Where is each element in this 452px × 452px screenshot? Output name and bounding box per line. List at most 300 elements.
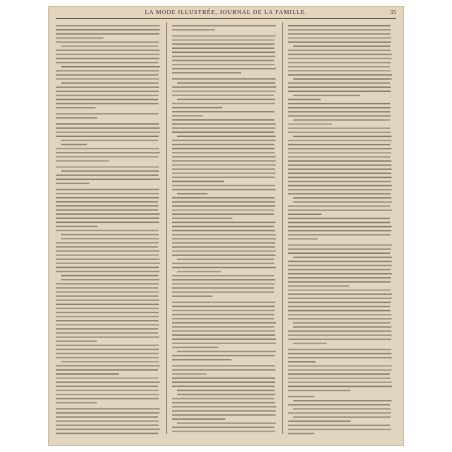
text-line xyxy=(56,25,160,26)
text-line xyxy=(288,111,391,112)
text-line xyxy=(172,369,276,370)
text-line xyxy=(56,377,158,378)
text-line xyxy=(56,222,159,223)
text-line xyxy=(61,66,160,67)
text-line xyxy=(177,351,276,352)
text-line xyxy=(56,429,160,430)
text-line xyxy=(172,406,276,407)
text-line xyxy=(172,214,274,215)
text-line xyxy=(288,193,391,194)
text-line xyxy=(172,226,274,227)
text-line xyxy=(56,295,159,296)
text-line xyxy=(288,253,390,254)
text-line xyxy=(288,226,392,227)
text-line xyxy=(56,242,159,243)
text-line xyxy=(172,255,276,256)
text-line xyxy=(288,222,390,223)
text-line xyxy=(56,425,159,426)
text-line xyxy=(56,345,159,346)
text-line xyxy=(56,201,158,202)
text-line xyxy=(288,244,392,245)
text-line xyxy=(56,148,159,149)
text-line xyxy=(172,326,274,327)
text-line xyxy=(288,433,314,434)
text-line xyxy=(56,226,98,227)
text-line xyxy=(288,281,391,282)
text-line xyxy=(172,414,276,415)
text-line xyxy=(288,349,391,350)
text-line xyxy=(56,160,109,161)
text-line xyxy=(288,99,321,100)
text-line xyxy=(56,103,159,104)
text-line xyxy=(56,287,158,288)
text-line xyxy=(293,201,392,202)
text-line xyxy=(288,140,392,141)
column-divider xyxy=(166,22,167,434)
text-line xyxy=(172,60,274,61)
text-line xyxy=(172,291,274,292)
text-line xyxy=(172,263,274,264)
text-lines-middle xyxy=(172,22,276,436)
text-line xyxy=(61,144,87,145)
header-rule xyxy=(56,18,396,19)
text-line xyxy=(288,421,351,422)
text-line xyxy=(177,394,275,395)
text-line xyxy=(61,279,159,280)
text-line xyxy=(56,179,160,180)
text-line xyxy=(172,103,275,104)
text-line xyxy=(56,74,159,75)
text-line xyxy=(172,56,275,57)
text-line xyxy=(172,52,275,53)
text-line xyxy=(172,123,276,124)
text-line xyxy=(172,185,275,186)
text-line xyxy=(172,234,276,235)
text-line xyxy=(172,427,275,428)
text-line xyxy=(56,209,158,210)
text-line xyxy=(172,115,203,116)
text-line xyxy=(56,189,159,190)
text-line xyxy=(288,285,349,286)
text-line xyxy=(172,267,276,268)
text-line xyxy=(56,412,159,413)
text-line xyxy=(172,318,274,319)
text-line xyxy=(56,62,159,63)
text-line xyxy=(177,423,276,424)
text-line xyxy=(288,103,390,104)
text-line xyxy=(56,254,159,255)
text-line xyxy=(293,408,391,409)
text-line xyxy=(172,246,275,247)
text-line xyxy=(172,222,276,223)
text-line xyxy=(288,107,391,108)
text-line xyxy=(56,312,159,313)
text-line xyxy=(56,175,159,176)
text-line xyxy=(56,117,97,118)
text-line xyxy=(177,82,275,83)
text-line xyxy=(56,246,158,247)
text-line xyxy=(56,99,158,100)
text-line xyxy=(172,95,274,96)
text-line xyxy=(172,339,276,340)
text-line xyxy=(288,177,392,178)
text-line xyxy=(288,382,392,383)
text-line xyxy=(293,343,327,344)
text-line xyxy=(172,275,274,276)
text-line xyxy=(288,310,391,311)
text-line xyxy=(288,66,390,67)
text-line xyxy=(177,193,208,194)
text-line xyxy=(177,99,275,100)
text-line xyxy=(172,152,275,153)
text-line xyxy=(56,398,159,399)
text-line xyxy=(56,197,159,198)
text-line xyxy=(56,336,159,337)
text-line xyxy=(172,164,276,165)
text-line xyxy=(293,400,392,401)
text-line xyxy=(56,123,159,124)
text-line xyxy=(56,341,97,342)
text-line xyxy=(288,128,390,129)
text-line xyxy=(172,127,275,128)
text-line xyxy=(172,160,276,161)
text-line xyxy=(288,152,391,153)
text-line xyxy=(288,289,391,290)
text-line xyxy=(172,242,275,243)
text-line xyxy=(288,144,390,145)
text-line xyxy=(288,248,391,249)
text-line xyxy=(172,177,275,178)
text-line xyxy=(293,416,391,417)
text-line xyxy=(288,54,392,55)
text-line xyxy=(172,365,275,366)
text-line xyxy=(172,64,275,65)
text-line xyxy=(172,302,275,303)
text-line xyxy=(288,132,391,133)
text-line xyxy=(56,41,159,42)
text-line xyxy=(61,275,159,276)
text-line xyxy=(293,95,360,96)
text-line xyxy=(56,267,159,268)
text-line xyxy=(288,373,390,374)
text-line xyxy=(172,296,213,297)
text-line xyxy=(56,132,160,133)
text-line xyxy=(56,263,160,264)
text-line xyxy=(288,265,392,266)
text-line xyxy=(172,238,276,239)
text-line xyxy=(288,378,391,379)
text-line xyxy=(172,382,275,383)
text-line xyxy=(293,257,392,258)
text-line xyxy=(61,140,158,141)
text-line xyxy=(56,420,159,421)
text-line xyxy=(172,343,276,344)
text-line xyxy=(56,50,160,51)
text-line xyxy=(172,283,275,284)
text-line xyxy=(172,78,276,79)
text-line xyxy=(172,418,225,419)
text-line xyxy=(56,230,159,231)
text-line xyxy=(56,320,159,321)
text-line xyxy=(288,429,391,430)
text-line xyxy=(172,86,276,87)
text-line xyxy=(177,390,275,391)
text-line xyxy=(288,396,314,397)
text-line xyxy=(172,132,274,133)
text-line xyxy=(288,214,321,215)
text-line xyxy=(172,334,275,335)
text-line xyxy=(61,234,159,235)
text-line xyxy=(288,189,392,190)
text-line xyxy=(288,306,390,307)
text-line xyxy=(288,148,392,149)
text-line xyxy=(172,156,276,157)
text-line xyxy=(172,189,276,190)
text-line xyxy=(172,330,275,331)
text-line xyxy=(172,68,276,69)
text-line xyxy=(288,369,392,370)
text-line xyxy=(288,302,391,303)
text-lines-left xyxy=(56,22,160,436)
text-line xyxy=(56,33,159,34)
newspaper-page xyxy=(48,6,404,446)
text-line xyxy=(56,152,160,153)
text-line xyxy=(172,119,275,120)
text-line xyxy=(172,373,207,374)
text-line xyxy=(288,335,392,336)
text-line xyxy=(56,166,159,167)
text-line xyxy=(288,365,392,366)
text-line xyxy=(56,328,158,329)
text-line xyxy=(172,140,276,141)
text-line xyxy=(56,54,159,55)
text-line xyxy=(288,173,391,174)
text-line xyxy=(293,78,392,79)
text-line xyxy=(56,416,158,417)
text-line xyxy=(288,294,392,295)
text-line xyxy=(56,250,160,251)
text-line xyxy=(288,74,392,75)
text-line xyxy=(56,402,97,403)
text-line xyxy=(288,29,391,30)
text-line xyxy=(288,33,390,34)
text-line xyxy=(172,35,275,36)
text-line xyxy=(177,271,221,272)
text-line xyxy=(172,72,241,73)
column-divider xyxy=(282,22,283,434)
text-line xyxy=(172,355,275,356)
text-line xyxy=(293,136,392,137)
text-line xyxy=(56,369,158,370)
text-line xyxy=(288,318,392,319)
text-line xyxy=(288,230,391,231)
text-line xyxy=(56,113,159,114)
text-column-middle xyxy=(172,22,276,436)
text-line xyxy=(288,115,391,116)
text-line xyxy=(172,91,276,92)
text-line xyxy=(288,339,391,340)
text-line xyxy=(56,193,159,194)
text-line xyxy=(56,291,159,292)
text-line xyxy=(288,425,390,426)
text-line xyxy=(288,82,390,83)
text-line xyxy=(56,390,159,391)
text-line xyxy=(288,357,392,358)
text-line xyxy=(56,300,159,301)
text-line xyxy=(172,209,274,210)
text-line xyxy=(172,386,275,387)
text-line xyxy=(56,357,159,358)
text-line xyxy=(288,404,390,405)
text-line xyxy=(56,37,103,38)
text-line xyxy=(56,70,159,71)
text-line xyxy=(288,361,316,362)
text-line xyxy=(288,58,392,59)
text-line xyxy=(172,230,275,231)
text-line xyxy=(288,160,392,161)
text-line xyxy=(288,269,391,270)
text-line xyxy=(288,91,391,92)
text-line xyxy=(56,349,159,350)
text-line xyxy=(172,377,275,378)
text-line xyxy=(61,361,159,362)
text-line xyxy=(56,58,160,59)
text-line xyxy=(56,324,159,325)
text-line xyxy=(172,347,218,348)
text-line xyxy=(172,250,276,251)
text-line xyxy=(177,259,274,260)
text-line xyxy=(288,218,390,219)
text-line xyxy=(56,95,159,96)
text-line xyxy=(172,201,275,202)
text-line xyxy=(288,37,391,38)
text-line xyxy=(172,181,224,182)
text-line xyxy=(56,373,119,374)
text-line xyxy=(288,205,390,206)
text-line xyxy=(288,156,391,157)
text-line xyxy=(172,25,276,26)
text-line xyxy=(293,197,392,198)
text-line xyxy=(288,298,392,299)
text-line xyxy=(56,205,159,206)
text-line xyxy=(172,218,232,219)
text-line xyxy=(288,390,351,391)
text-line xyxy=(56,78,159,79)
text-line xyxy=(288,169,392,170)
text-line xyxy=(288,353,391,354)
text-line xyxy=(172,314,274,315)
text-line xyxy=(172,107,222,108)
text-line xyxy=(288,185,392,186)
page-number: 35 xyxy=(390,10,396,16)
text-line xyxy=(172,398,274,399)
text-line xyxy=(172,359,232,360)
text-line xyxy=(56,271,160,272)
text-line xyxy=(288,277,391,278)
text-line xyxy=(56,29,160,30)
text-line xyxy=(61,46,158,47)
text-line xyxy=(172,410,276,411)
text-line xyxy=(293,326,391,327)
text-line xyxy=(288,210,392,211)
text-line xyxy=(56,433,158,434)
text-line xyxy=(288,164,392,165)
text-line xyxy=(172,48,274,49)
text-line xyxy=(56,91,159,92)
text-line xyxy=(56,87,159,88)
journal-title: LA MODE ILLUSTRÉE, JOURNAL DE LA FAMILLE. xyxy=(144,10,308,16)
text-line xyxy=(293,322,390,323)
text-line xyxy=(61,238,159,239)
text-line xyxy=(172,205,275,206)
text-line xyxy=(293,46,390,47)
text-line xyxy=(56,259,160,260)
text-line xyxy=(172,402,275,403)
text-line xyxy=(61,82,159,83)
text-line xyxy=(288,273,392,274)
text-line xyxy=(288,238,318,239)
text-line xyxy=(288,25,390,26)
text-line xyxy=(288,50,391,51)
text-line xyxy=(61,170,159,171)
text-line xyxy=(56,213,160,214)
text-line xyxy=(56,308,159,309)
text-line xyxy=(172,43,275,44)
text-line xyxy=(288,70,391,71)
text-line xyxy=(288,87,391,88)
text-line xyxy=(288,261,392,262)
text-line xyxy=(172,322,276,323)
text-column-right xyxy=(288,22,392,436)
text-line xyxy=(172,287,274,288)
text-line xyxy=(288,41,391,42)
text-line xyxy=(288,330,392,331)
text-line xyxy=(172,39,275,40)
text-line xyxy=(56,218,159,219)
text-line xyxy=(56,304,159,305)
text-line xyxy=(172,279,275,280)
text-line xyxy=(288,234,391,235)
text-line xyxy=(293,119,390,120)
text-line xyxy=(56,332,158,333)
text-line xyxy=(288,123,332,124)
text-line xyxy=(172,306,275,307)
text-line xyxy=(172,197,275,198)
text-line xyxy=(288,386,392,387)
text-line xyxy=(288,181,391,182)
text-line xyxy=(172,173,276,174)
text-line xyxy=(172,111,274,112)
text-line xyxy=(56,386,158,387)
text-line xyxy=(56,365,160,366)
text-line xyxy=(172,144,274,145)
text-line xyxy=(56,136,159,137)
text-line xyxy=(288,62,391,63)
text-line xyxy=(56,382,160,383)
text-line xyxy=(56,107,96,108)
text-line xyxy=(56,127,160,128)
text-lines-right xyxy=(288,22,392,436)
text-line xyxy=(288,314,392,315)
text-line xyxy=(172,29,215,30)
text-line xyxy=(177,136,275,137)
text-line xyxy=(56,394,159,395)
text-line xyxy=(172,310,275,311)
text-column-left xyxy=(56,22,160,436)
text-line xyxy=(56,283,159,284)
text-line xyxy=(172,168,275,169)
text-line xyxy=(172,431,275,432)
